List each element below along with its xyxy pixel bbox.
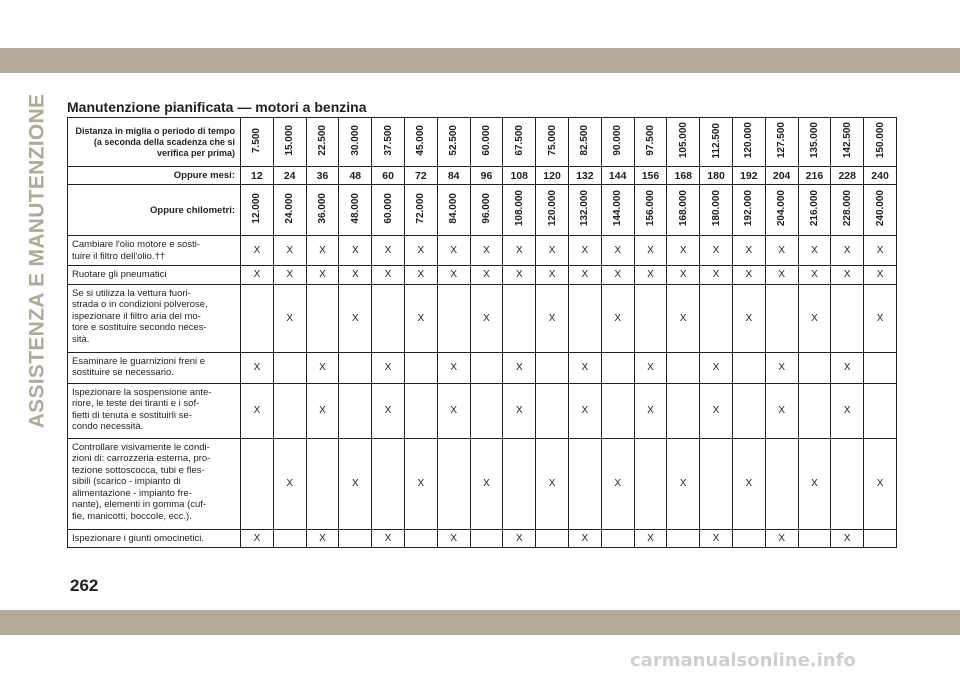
- km-cell: [372, 185, 405, 236]
- task-mark: X: [372, 383, 405, 438]
- miles-cell: [437, 118, 470, 167]
- task-mark: [864, 529, 897, 548]
- task-mark: [864, 383, 897, 438]
- miles-value: 22.500: [316, 125, 328, 156]
- task-mark: [831, 284, 864, 352]
- miles-cell: [404, 118, 437, 167]
- task-mark: [667, 352, 700, 383]
- km-cell: [831, 185, 864, 236]
- task-mark: [601, 529, 634, 548]
- task-mark: X: [864, 266, 897, 285]
- miles-cell: [634, 118, 667, 167]
- task-mark: X: [568, 236, 601, 266]
- task-mark: X: [765, 352, 798, 383]
- task-mark: [798, 529, 831, 548]
- months-value: 180: [700, 167, 733, 185]
- task-mark: X: [831, 266, 864, 285]
- km-cell: [798, 185, 831, 236]
- task-description: Cambiare l'olio motore e sosti- tuire il filtro dell'olio.††: [68, 236, 241, 266]
- task-mark: X: [667, 284, 700, 352]
- task-mark: X: [864, 438, 897, 529]
- months-value: 216: [798, 167, 831, 185]
- task-mark: X: [372, 266, 405, 285]
- top-band: [0, 48, 960, 73]
- task-mark: X: [503, 266, 536, 285]
- task-mark: X: [634, 529, 667, 548]
- months-value: 132: [568, 167, 601, 185]
- km-label: Oppure chilometri:: [68, 185, 241, 236]
- months-row: [68, 167, 897, 185]
- task-mark: [765, 284, 798, 352]
- task-description: Ispezionare i giunti omocinetici.: [68, 529, 241, 548]
- months-value: 108: [503, 167, 536, 185]
- km-cell: [568, 185, 601, 236]
- km-value: 120.000: [546, 190, 558, 227]
- months-value: 72: [404, 167, 437, 185]
- task-mark: X: [667, 266, 700, 285]
- task-mark: X: [831, 236, 864, 266]
- km-cell: [864, 185, 897, 236]
- task-mark: [339, 383, 372, 438]
- task-mark: [241, 438, 274, 529]
- task-mark: [732, 352, 765, 383]
- task-description: Controllare visivamente le condi- zioni di: carrozzeria esterna, pro- tezione sottoscocca, tubi e fles- sibili (scarico - impianto di alimentazione - impianto fre- nante), elementi in gomma (cuf- fie, manicotti, boccole, ecc.).: [68, 438, 241, 529]
- months-value: 48: [339, 167, 372, 185]
- miles-cell: [470, 118, 503, 167]
- months-value: 120: [536, 167, 569, 185]
- task-mark: [470, 529, 503, 548]
- task-mark: X: [273, 236, 306, 266]
- task-mark: [273, 529, 306, 548]
- miles-cell: [798, 118, 831, 167]
- task-mark: X: [634, 266, 667, 285]
- task-mark: X: [667, 236, 700, 266]
- task-row: [68, 266, 897, 285]
- task-mark: [503, 284, 536, 352]
- km-value: 72.000: [415, 193, 427, 224]
- km-cell: [241, 185, 274, 236]
- task-mark: [700, 438, 733, 529]
- task-mark: [339, 352, 372, 383]
- task-mark: X: [700, 383, 733, 438]
- task-mark: X: [732, 284, 765, 352]
- km-value: 192.000: [743, 190, 755, 227]
- task-mark: [339, 529, 372, 548]
- task-mark: [667, 383, 700, 438]
- task-row: [68, 236, 897, 266]
- task-mark: [634, 438, 667, 529]
- task-mark: X: [700, 352, 733, 383]
- task-mark: [864, 352, 897, 383]
- section-sidebar: [24, 93, 50, 429]
- km-value: 180.000: [710, 190, 722, 227]
- task-mark: X: [470, 266, 503, 285]
- task-mark: X: [765, 383, 798, 438]
- km-value: 60.000: [382, 193, 394, 224]
- km-cell: [503, 185, 536, 236]
- months-value: 240: [864, 167, 897, 185]
- task-mark: X: [601, 284, 634, 352]
- task-mark: [306, 284, 339, 352]
- task-mark: X: [634, 383, 667, 438]
- km-value: 216.000: [808, 190, 820, 227]
- task-mark: X: [601, 236, 634, 266]
- miles-value: 135.000: [808, 122, 820, 159]
- miles-value: 60.000: [480, 125, 492, 156]
- km-value: 240.000: [874, 190, 886, 227]
- task-mark: X: [470, 236, 503, 266]
- task-mark: X: [503, 529, 536, 548]
- task-description: Esaminare le guarnizioni freni e sostituire se necessario.: [68, 352, 241, 383]
- km-cell: [732, 185, 765, 236]
- km-cell: [339, 185, 372, 236]
- task-mark: X: [404, 284, 437, 352]
- months-value: 60: [372, 167, 405, 185]
- task-mark: X: [634, 352, 667, 383]
- months-value: 84: [437, 167, 470, 185]
- miles-cell: [273, 118, 306, 167]
- miles-value: 30.000: [349, 125, 361, 156]
- task-row: [68, 284, 897, 352]
- miles-cell: [503, 118, 536, 167]
- miles-cell: [864, 118, 897, 167]
- km-cell: [470, 185, 503, 236]
- task-mark: X: [864, 284, 897, 352]
- task-mark: X: [798, 438, 831, 529]
- task-mark: X: [273, 284, 306, 352]
- task-row: [68, 383, 897, 438]
- miles-value: 112.500: [710, 122, 722, 159]
- miles-cell: [732, 118, 765, 167]
- miles-value: 82.500: [579, 125, 591, 156]
- task-mark: X: [536, 438, 569, 529]
- task-mark: [667, 529, 700, 548]
- task-mark: X: [404, 438, 437, 529]
- task-mark: [601, 383, 634, 438]
- task-mark: X: [339, 284, 372, 352]
- task-mark: X: [503, 352, 536, 383]
- task-mark: X: [568, 529, 601, 548]
- miles-value: 97.500: [644, 125, 656, 156]
- task-mark: X: [273, 438, 306, 529]
- task-mark: X: [470, 438, 503, 529]
- task-row: [68, 529, 897, 548]
- task-mark: X: [667, 438, 700, 529]
- task-mark: X: [372, 352, 405, 383]
- miles-value: 150.000: [874, 122, 886, 159]
- task-mark: X: [831, 352, 864, 383]
- task-mark: [536, 352, 569, 383]
- km-value: 12.000: [251, 193, 263, 224]
- task-mark: X: [568, 383, 601, 438]
- task-description: Se si utilizza la vettura fuori- strada o in condizioni polverose, ispezionare il filtro aria del mo- tore e sostituire secondo neces- sità.: [68, 284, 241, 352]
- km-value: 156.000: [644, 190, 656, 227]
- task-mark: X: [241, 352, 274, 383]
- km-value: 144.000: [612, 190, 624, 227]
- task-mark: [273, 383, 306, 438]
- task-mark: X: [732, 438, 765, 529]
- task-mark: [273, 352, 306, 383]
- task-mark: [700, 284, 733, 352]
- task-mark: [601, 352, 634, 383]
- task-mark: X: [372, 236, 405, 266]
- task-mark: X: [700, 266, 733, 285]
- miles-row: [68, 118, 897, 167]
- km-value: 168.000: [677, 190, 689, 227]
- task-mark: [470, 352, 503, 383]
- task-mark: X: [536, 236, 569, 266]
- task-mark: [470, 383, 503, 438]
- task-mark: X: [798, 284, 831, 352]
- page-title: Manutenzione pianificata — motori a benzina: [67, 99, 367, 115]
- miles-value: 75.000: [546, 125, 558, 156]
- task-mark: [634, 284, 667, 352]
- miles-value: 142.500: [841, 122, 853, 159]
- task-mark: X: [404, 236, 437, 266]
- task-mark: X: [601, 438, 634, 529]
- task-row: [68, 352, 897, 383]
- page-number: 262: [70, 576, 99, 595]
- task-mark: X: [241, 529, 274, 548]
- task-mark: X: [339, 266, 372, 285]
- task-mark: X: [437, 236, 470, 266]
- task-mark: X: [765, 266, 798, 285]
- task-mark: X: [831, 383, 864, 438]
- miles-cell: [667, 118, 700, 167]
- task-mark: X: [241, 383, 274, 438]
- task-mark: [831, 438, 864, 529]
- km-cell: [536, 185, 569, 236]
- task-mark: X: [568, 352, 601, 383]
- task-mark: [732, 529, 765, 548]
- km-cell: [601, 185, 634, 236]
- months-value: 24: [273, 167, 306, 185]
- miles-value: 120.000: [743, 122, 755, 159]
- task-mark: [372, 284, 405, 352]
- months-value: 204: [765, 167, 798, 185]
- miles-cell: [536, 118, 569, 167]
- task-mark: X: [306, 529, 339, 548]
- task-mark: X: [437, 266, 470, 285]
- km-cell: [765, 185, 798, 236]
- task-mark: X: [601, 266, 634, 285]
- task-mark: X: [339, 236, 372, 266]
- km-value: 132.000: [579, 190, 591, 227]
- km-cell: [437, 185, 470, 236]
- miles-value: 90.000: [612, 125, 624, 156]
- task-mark: X: [404, 266, 437, 285]
- watermark-text: carmanualsonline.info: [630, 650, 856, 671]
- task-mark: [372, 438, 405, 529]
- miles-value: 127.500: [776, 122, 788, 159]
- km-value: 204.000: [776, 190, 788, 227]
- task-mark: X: [765, 529, 798, 548]
- km-cell: [700, 185, 733, 236]
- task-mark: X: [700, 236, 733, 266]
- months-value: 12: [241, 167, 274, 185]
- task-mark: [765, 438, 798, 529]
- miles-cell: [700, 118, 733, 167]
- task-mark: X: [634, 236, 667, 266]
- task-mark: X: [273, 266, 306, 285]
- miles-cell: [372, 118, 405, 167]
- task-mark: X: [437, 383, 470, 438]
- task-mark: [503, 438, 536, 529]
- task-mark: X: [306, 236, 339, 266]
- task-mark: X: [503, 383, 536, 438]
- task-mark: [536, 529, 569, 548]
- miles-value: 52.500: [448, 125, 460, 156]
- task-mark: [241, 284, 274, 352]
- task-description: Ispezionare la sospensione ante- riore, le teste dei tiranti e i sof- fietti di tenuta e sostituirli se- condo necessità.: [68, 383, 241, 438]
- km-cell: [273, 185, 306, 236]
- task-mark: [404, 383, 437, 438]
- task-mark: X: [536, 266, 569, 285]
- miles-value: 105.000: [677, 122, 689, 159]
- task-mark: X: [831, 529, 864, 548]
- months-value: 192: [732, 167, 765, 185]
- task-mark: X: [306, 383, 339, 438]
- task-mark: [568, 438, 601, 529]
- task-mark: X: [864, 236, 897, 266]
- task-mark: X: [437, 529, 470, 548]
- task-mark: [437, 438, 470, 529]
- months-value: 168: [667, 167, 700, 185]
- miles-value: 7.500: [251, 127, 263, 154]
- task-mark: [536, 383, 569, 438]
- task-mark: [306, 438, 339, 529]
- task-mark: X: [568, 266, 601, 285]
- task-mark: X: [306, 352, 339, 383]
- task-mark: X: [536, 284, 569, 352]
- task-mark: [798, 352, 831, 383]
- task-mark: [404, 352, 437, 383]
- miles-value: 15.000: [284, 125, 296, 156]
- miles-value: 37.500: [382, 125, 394, 156]
- task-mark: [568, 284, 601, 352]
- task-mark: [437, 284, 470, 352]
- miles-header-label: Distanza in miglia o periodo di tempo (a seconda della scadenza che si verifica per prima): [68, 118, 241, 167]
- months-value: 36: [306, 167, 339, 185]
- task-mark: X: [339, 438, 372, 529]
- task-mark: X: [798, 236, 831, 266]
- miles-cell: [241, 118, 274, 167]
- miles-cell: [306, 118, 339, 167]
- months-value: 96: [470, 167, 503, 185]
- km-value: 96.000: [480, 193, 492, 224]
- bottom-band: [0, 610, 960, 635]
- km-value: 84.000: [448, 193, 460, 224]
- km-value: 36.000: [316, 193, 328, 224]
- task-row: [68, 438, 897, 529]
- section-sidebar-text: ASSISTENZA E MANUTENZIONE: [25, 93, 49, 429]
- task-mark: X: [700, 529, 733, 548]
- maintenance-table: [67, 117, 897, 548]
- km-value: 108.000: [513, 190, 525, 227]
- task-mark: X: [241, 266, 274, 285]
- task-mark: X: [732, 236, 765, 266]
- miles-cell: [568, 118, 601, 167]
- miles-cell: [765, 118, 798, 167]
- task-mark: X: [470, 284, 503, 352]
- task-mark: X: [306, 266, 339, 285]
- task-mark: [798, 383, 831, 438]
- miles-value: 45.000: [415, 125, 427, 156]
- task-mark: X: [503, 236, 536, 266]
- task-mark: X: [798, 266, 831, 285]
- task-mark: [732, 383, 765, 438]
- km-value: 48.000: [349, 193, 361, 224]
- months-value: 144: [601, 167, 634, 185]
- km-cell: [667, 185, 700, 236]
- months-value: 156: [634, 167, 667, 185]
- km-value: 24.000: [284, 193, 296, 224]
- task-mark: X: [732, 266, 765, 285]
- km-row: [68, 185, 897, 236]
- task-mark: X: [437, 352, 470, 383]
- km-value: 228.000: [841, 190, 853, 227]
- miles-cell: [831, 118, 864, 167]
- months-value: 228: [831, 167, 864, 185]
- km-cell: [404, 185, 437, 236]
- miles-cell: [339, 118, 372, 167]
- task-mark: X: [765, 236, 798, 266]
- task-mark: X: [241, 236, 274, 266]
- km-cell: [634, 185, 667, 236]
- task-mark: X: [372, 529, 405, 548]
- miles-value: 67.500: [513, 125, 525, 156]
- task-description: Ruotare gli pneumatici: [68, 266, 241, 285]
- task-mark: [404, 529, 437, 548]
- months-label: Oppure mesi:: [68, 167, 241, 185]
- km-cell: [306, 185, 339, 236]
- miles-cell: [601, 118, 634, 167]
